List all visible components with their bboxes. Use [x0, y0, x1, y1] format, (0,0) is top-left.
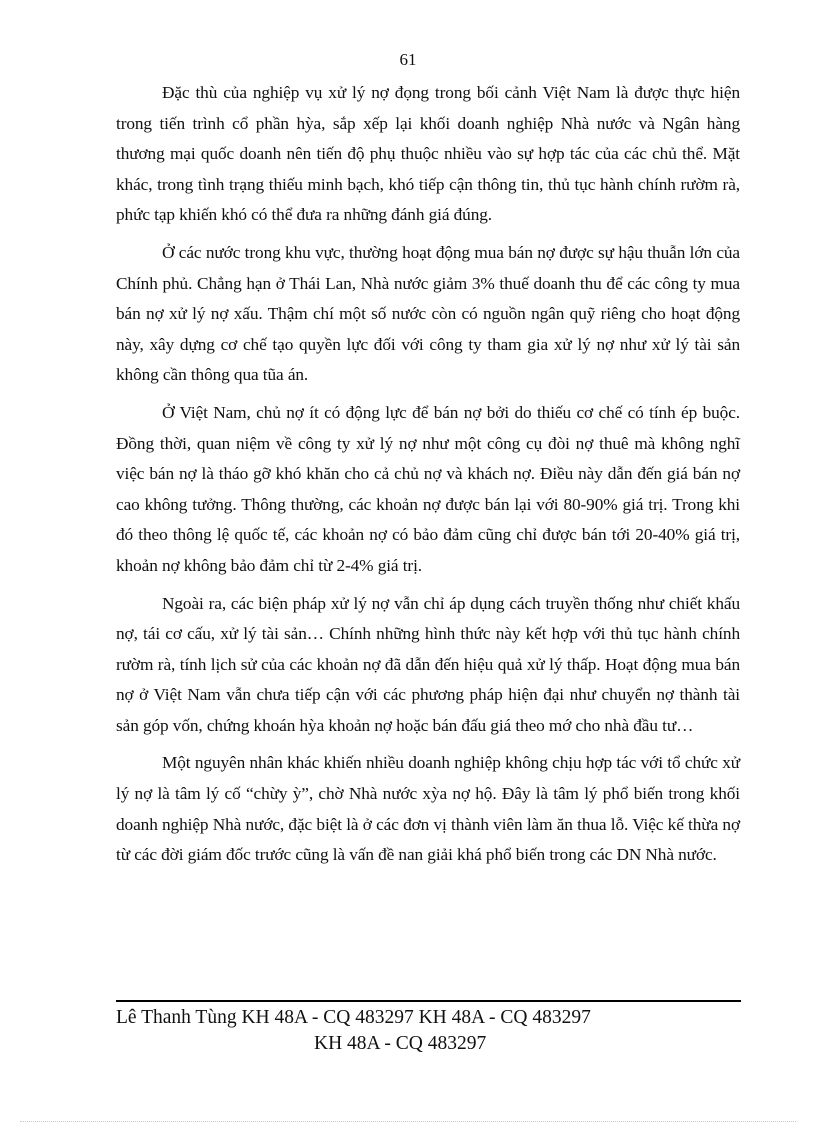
page-footer	[116, 1005, 716, 1057]
paragraph: Đặc thù của nghiệp vụ xử lý nợ đọng trong bối cảnh Việt Nam là được thực hiện trong tiến trình cổ phần hỳa, sắp xếp lại khối doanh nghiệp Nhà nước và Ngân hàng thương mại quốc doanh nên tiến độ phụ thuộc nhiều vào sự hợp tác của các chủ thể. Mặt khác, trong tình trạng thiếu minh bạch, khó tiếp cận thông tin, thủ tục hành chính rườm rà, phức tạp khiến khó có thể đưa ra những đánh giá đúng.	[116, 83, 740, 225]
page-number: 61	[399, 50, 417, 69]
footer-author-line: Lê Thanh Tùng KH 48A - CQ 483297 KH 48A - CQ 483297	[116, 1007, 591, 1028]
paragraph: Ở Việt Nam, chủ nợ ít có động lực để bán nợ bởi do thiếu cơ chế có tính ép buộc. Đồng thời, quan niệm về công ty xử lý nợ như một công cụ đòi nợ thuê mà không nghĩ việc bán nợ là tháo gỡ khó khăn cho cả chủ nợ và khách nợ. Điều này dẫn đến giá bán nợ cao không tưởng. Thông thường, các khoản nợ được bán lại với 80-90% giá trị. Trong khi đó theo thông lệ quốc tế, các khoản nợ có bảo đảm cũng chỉ được bán tới 20-40% giá trị, khoản nợ không bảo đảm chỉ từ 2-4% giá trị.	[116, 402, 740, 575]
paragraph: Ở các nước trong khu vực, thường hoạt động mua bán nợ được sự hậu thuẫn lớn của Chính phủ. Chẳng hạn ở Thái Lan, Nhà nước giảm 3% thuế doanh thu để các công ty mua bán nợ xử lý nợ xấu. Thậm chí một số nước còn có nguồn ngân quỹ riêng cho hoạt động này, xây dựng cơ chế tạo quyền lực đối với công ty tham gia xử lý nợ như xử lý tài sản không cần thông qua tũa án.	[116, 242, 740, 385]
page-bottom-border	[20, 1121, 796, 1122]
body-text	[116, 78, 740, 878]
footer-class-line: KH 48A - CQ 483297	[314, 1033, 487, 1054]
paragraph: Một nguyên nhân khác khiến nhiều doanh nghiệp không chịu hợp tác với tổ chức xử lý nợ là tâm lý cố “chừy ỳ”, chờ Nhà nước xỳa nợ hộ. Đây là tâm lý phổ biến trong khối doanh nghiệp Nhà nước, đặc biệt là ở các đơn vị thành viên làm ăn thua lỗ. Việc kế thừa nợ từ các đời giám đốc trước cũng là vấn đề nan giải khá phổ biến trong các DN Nhà nước.	[116, 753, 740, 865]
footer-divider	[116, 1000, 741, 1002]
paragraph: Ngoài ra, các biện pháp xử lý nợ vẫn chỉ áp dụng cách truyền thống như chiết khấu nợ, tái cơ cấu, xử lý tài sản… Chính những hình thức này kết hợp với thủ tục hành chính rườm rà, tính lịch sử của các khoản nợ đã dẫn đến hiệu quả xử lý thấp. Hoạt động mua bán nợ ở Việt Nam vẫn chưa tiếp cận với các phương pháp hiện đại như chuyển nợ thành tài sản góp vốn, chứng khoán hỳa khoản nợ hoặc bán đấu giá theo mớ cho nhà đầu tư…	[116, 593, 740, 735]
